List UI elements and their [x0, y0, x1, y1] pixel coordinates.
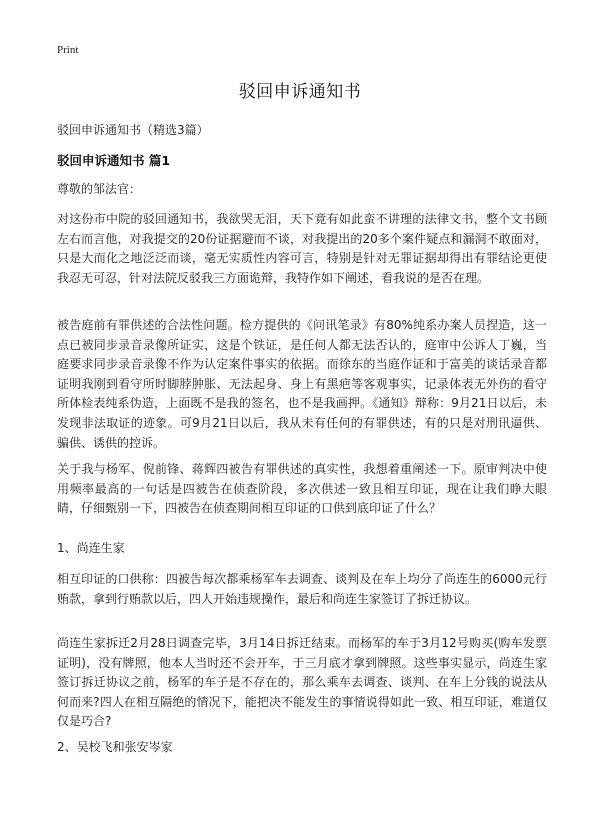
paragraph-2: 被告庭前有罪供述的合法性问题。检方提供的《问讯笔录》有80%纯系办案人员捏造，这一点已被同步录音录像所证实，这是个铁证，是任何人都无法否认的，庭审中公诉人丁巍，当庭要求同步录音录像不作为认定案件事实的依据。而徐东的当庭作证和于富美的谈话录音都证明我刚到看守所时脚脖肿胀、无法起身、身上有黑疤等客观事实，记录体表无外伤的看守所体检表纯系伪造，上面既不是我的签名，也不是我画押。《通知》辩称：9月21日以后，未发现非法取证的迹象。可9月21日以后，我从未有任何的有罪供述，有的只是对刑讯逼供、骗供、诱供的控诉。 [57, 318, 547, 450]
paragraph-3: 关于我与杨军、倪前锋、蒋辉四被告有罪供述的真实性，我想着重阐述一下。原审判决中使用频率最高的一句话是四被告在侦查阶段，多次供述一致且相互印证，现在让我们睁大眼睛，仔细甄别一下，四被告在侦查期间相互印证的口供到底印证了什么？ [57, 462, 547, 516]
paragraph-1: 对这份市中院的驳回通知书，我欲哭无泪，天下竟有如此蛮不讲理的法律文书，整个文书顾左右而言他，对我提交的20份证据避而不谈，对我提出的20多个案件疑点和漏洞不敢面对，只是大而化之地泛泛而谈，毫无实质性内容可言，特别是针对无罪证据却得出有罪结论更使我忍无可忍，针对法院反驳我三方面诡辩，我特作如下阐述，看我说的是否在理。 [57, 212, 547, 285]
item-1-paragraph-1: 相互印证的口供称：四被告每次都乘杨军车去调查、谈判及在车上均分了尚连生的6000元行贿款，拿到行贿款以后，四人开始违规操作，最后和尚连生家签订了拆迁协议。 [57, 572, 547, 606]
item-1-paragraph-2: 尚连生家拆迁2月28日调查完毕，3月14日拆迁结束。而杨军的车于3月12号购买(购车发票证明)，没有牌照，他本人当时还不会开车，于三月底才拿到牌照。这些事实显示，尚连生家签订拆迁协议之前，杨军的车子是不存在的，那么乘车去调查、谈判、在车上分钱的说法从何而来?四人在相互隔绝的情况下，能把决不能发生的事情说得如此一致、相互印证，难道仅仅是巧合? [57, 636, 547, 729]
item-1-heading: 1、尚连生家 [57, 541, 125, 555]
salutation: 尊敬的邹法官： [57, 182, 142, 196]
print-label[interactable]: Print [57, 44, 79, 56]
document-subtitle: 驳回申诉通知书（精选3篇） [57, 123, 209, 137]
document-title: 驳回申诉通知书 [238, 82, 362, 102]
item-2-heading: 2、吴校飞和张安岑家 [57, 740, 173, 754]
section-heading: 驳回申诉通知书 篇1 [57, 153, 171, 168]
